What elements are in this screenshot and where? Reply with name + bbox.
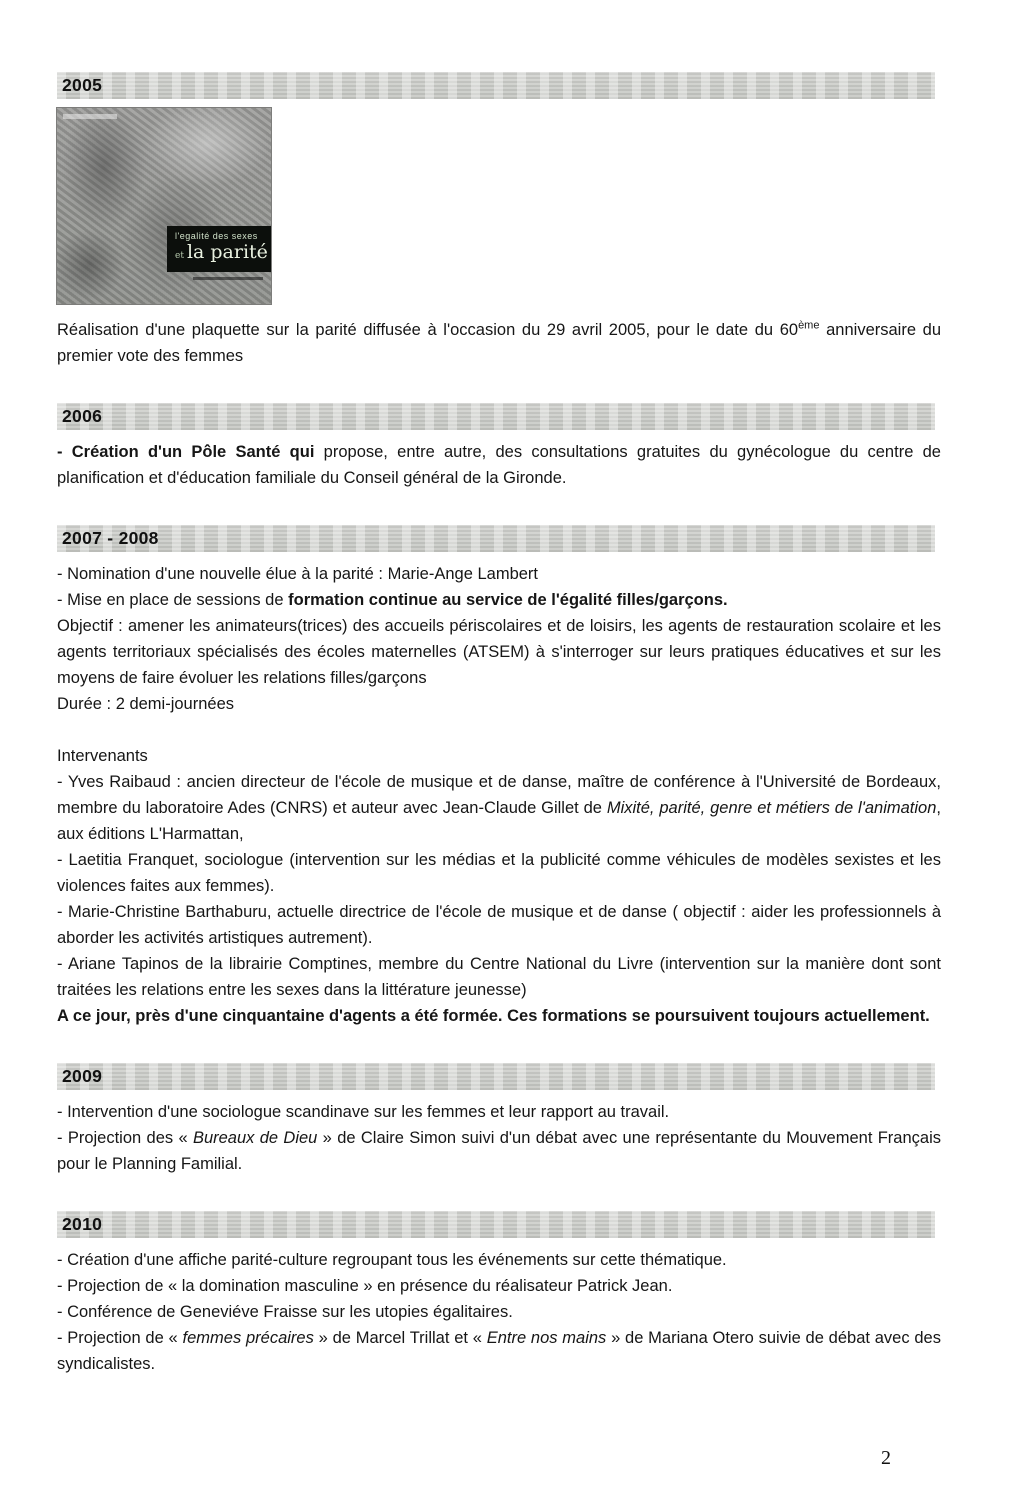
section-2010 xyxy=(57,1211,941,1377)
paragraph-domination-masculine: - Projection de « la domination masculine » en présence du réalisateur Patrick Jean. xyxy=(57,1277,673,1295)
paragraph-objectif: Objectif : amener les animateurs(trices) des accueils périscolaires et de loisirs, les agents de restauration scolaire et les agents territoriaux spécialisés des écoles maternelles (ATSEM) à s'interroger sur leurs pratiques éducatives et sur les moyens de faire évoluer les relations filles/garçons xyxy=(57,617,941,687)
plaquette-title-small: l'egalité des sexes xyxy=(175,231,258,241)
paragraph-sociologue-scandinave: - Intervention d'une sociologue scandinave sur les femmes et leur rapport au travail. xyxy=(57,1103,670,1121)
year-heading-2007-2008 xyxy=(57,525,935,552)
paragraph-genevieve-fraisse: - Conférence de Geneviéve Fraisse sur les utopies égalitaires. xyxy=(57,1303,513,1321)
paragraph-bureaux-de-dieu: - Projection des « Bureaux de Dieu » de Claire Simon suivi d'un débat avec une représentante du Mouvement Français pour le Planning Familial. xyxy=(57,1129,941,1173)
paragraph-laetitia-franquet: - Laetitia Franquet, sociologue (intervention sur les médias et la publicité comme véhicules de modèles sexistes et les violences faites aux femmes). xyxy=(57,851,941,895)
plaquette-title-box xyxy=(167,226,271,272)
section-2005 xyxy=(57,72,941,369)
paragraph-yves-raibaud: - Yves Raibaud : ancien directeur de l'école de musique et de danse, maître de conférence à l'Université de Bordeaux, membre du laboratoire Ades (CNRS) et auteur avec Jean-Claude Gillet de Mixité, parité, genre et métiers de l'animation, aux éditions L'Harmattan, xyxy=(57,773,941,843)
section-2007-2008 xyxy=(57,525,941,1029)
plaquette-top-caption xyxy=(63,114,117,119)
paragraph-pole-sante: - Création d'un Pôle Santé qui propose, entre autre, des consultations gratuites du gynécologue du centre de planification et d'éducation familiale du Conseil général de la Gironde. xyxy=(57,443,941,487)
paragraph-affiche-parite-culture: - Création d'une affiche parité-culture regroupant tous les événements sur cette thématique. xyxy=(57,1251,727,1269)
paragraph-ariane-tapinos: - Ariane Tapinos de la librairie Comptines, membre du Centre National du Livre (intervention sur la manière dont sont traitées les relations entre les sexes dans la littérature jeunesse) xyxy=(57,955,941,999)
year-heading-2005 xyxy=(57,72,935,99)
plaquette-title-prefix: et xyxy=(175,251,184,261)
paragraph-bilan-formations: A ce jour, près d'une cinquantaine d'agents a été formée. Ces formations se poursuivent toujours actuellement. xyxy=(57,1007,930,1025)
paragraph-plaquette-description: Réalisation d'une plaquette sur la parité diffusée à l'occasion du 29 avril 2005, pour le date du 60ème anniversaire du premier vote des femmes xyxy=(57,319,942,365)
paragraph-nomination: - Nomination d'une nouvelle élue à la parité : Marie-Ange Lambert xyxy=(57,565,539,583)
paragraph-formation: - Mise en place de sessions de formation continue au service de l'égalité filles/garçons. xyxy=(57,591,728,609)
year-heading-2009 xyxy=(57,1063,935,1090)
paragraph-femmes-precaires: - Projection de « femmes précaires » de Marcel Trillat et « Entre nos mains » de Mariana Otero suivie de débat avec des syndicalistes. xyxy=(57,1329,941,1373)
year-heading-2010 xyxy=(57,1211,935,1238)
year-heading-label: 2007 - 2008 xyxy=(62,528,159,548)
section-2009 xyxy=(57,1063,941,1177)
year-heading-2006 xyxy=(57,403,935,430)
plaquette-title-main: la parité xyxy=(186,241,268,263)
year-heading-label: 2006 xyxy=(62,406,103,426)
paragraph-intervenants-title: Intervenants xyxy=(57,747,148,765)
paragraph-duree: Durée : 2 demi-journées xyxy=(57,695,235,713)
year-heading-label: 2009 xyxy=(62,1066,103,1086)
plaquette-title-large xyxy=(175,241,268,266)
plaquette-subtitle-line xyxy=(193,277,263,280)
section-2006 xyxy=(57,403,941,491)
page-number: 2 xyxy=(881,1447,891,1469)
year-heading-label: 2010 xyxy=(62,1214,103,1234)
year-heading-label: 2005 xyxy=(62,75,103,95)
plaquette-cover-image xyxy=(57,108,271,304)
paragraph-marie-christine: - Marie-Christine Barthaburu, actuelle directrice de l'école de musique et de danse ( objectif : aider les professionnels à aborder les activités artistiques autrement). xyxy=(57,903,941,947)
